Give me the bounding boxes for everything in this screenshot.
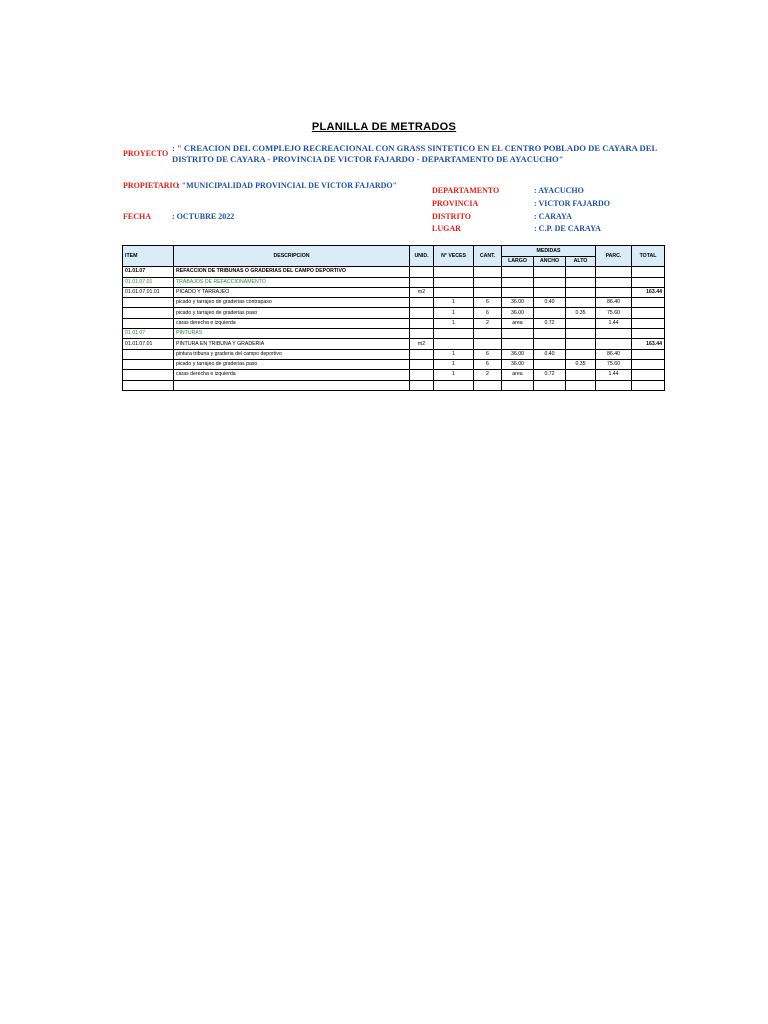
cell-veces [434, 267, 474, 277]
col-veces: N° VECES [434, 246, 474, 267]
cell-unid [410, 359, 434, 369]
table-row [123, 349, 665, 359]
cell-total [632, 277, 665, 287]
cell-veces [434, 380, 474, 390]
col-cant: CANT. [474, 246, 502, 267]
cell-total [632, 308, 665, 318]
cell-total [632, 380, 665, 390]
cell-parc [596, 277, 632, 287]
distrito-value: : CARAYA [534, 212, 572, 221]
cell-desc [174, 380, 410, 390]
cell-largo: 36.00 [502, 298, 534, 308]
cell-largo [502, 339, 534, 349]
cell-unid: m2 [410, 287, 434, 297]
cell-veces [434, 277, 474, 287]
cell-cant [474, 267, 502, 277]
cell-unid [410, 277, 434, 287]
cell-alto [566, 349, 596, 359]
cell-desc: PINTURAS [174, 329, 410, 339]
cell-item [123, 380, 174, 390]
cell-ancho: 0.40 [534, 349, 566, 359]
cell-desc: TRABAJOS DE REFACCIONAMENTO [174, 277, 410, 287]
cell-parc: 75.60 [596, 308, 632, 318]
cell-desc: pintura tribuna y graderia del campo deportivo [174, 349, 410, 359]
cell-largo: area [502, 370, 534, 380]
cell-parc: 86.40 [596, 298, 632, 308]
col-parc: PARC. [596, 246, 632, 267]
table-row [123, 359, 665, 369]
cell-item: 01.01.07.01 [123, 277, 174, 287]
cell-total [632, 267, 665, 277]
cell-item: 01.01.07.01 [123, 339, 174, 349]
cell-veces: 1 [434, 298, 474, 308]
cell-item [123, 298, 174, 308]
cell-veces: 1 [434, 349, 474, 359]
table-row [123, 308, 665, 318]
col-unid: UNID. [410, 246, 434, 267]
cell-parc [596, 329, 632, 339]
cell-ancho [534, 339, 566, 349]
cell-ancho [534, 308, 566, 318]
cell-desc: caras derecha e izquierda [174, 370, 410, 380]
cell-unid [410, 370, 434, 380]
cell-largo [502, 380, 534, 390]
cell-cant: 2 [474, 318, 502, 328]
cell-total [632, 370, 665, 380]
cell-item: 01.01.07.01.01 [123, 287, 174, 297]
cell-parc [596, 287, 632, 297]
cell-veces: 1 [434, 318, 474, 328]
table-row [123, 318, 665, 328]
cell-desc: caras derecha e izquierda [174, 318, 410, 328]
cell-desc: REFACCION DE TRIBUNAS O GRADERIAS DEL CAMPO DEPORTIVO [174, 267, 410, 277]
cell-unid [410, 380, 434, 390]
cell-veces [434, 339, 474, 349]
cell-veces: 1 [434, 308, 474, 318]
cell-desc: picado y tarrajeo de graderias contrapaso [174, 298, 410, 308]
propietario-value: : "MUNICIPALIDAD PROVINCIAL DE VICTOR FAJARDO" [177, 181, 398, 190]
cell-ancho [534, 277, 566, 287]
cell-largo [502, 267, 534, 277]
lugar-value: : C.P. DE CARAYA [534, 224, 601, 233]
cell-unid [410, 267, 434, 277]
cell-total: 163.44 [632, 339, 665, 349]
cell-desc: PICADO Y TARRAJEO [174, 287, 410, 297]
cell-parc: 75.60 [596, 359, 632, 369]
col-alto: ALTO [566, 257, 596, 267]
cell-unid [410, 329, 434, 339]
cell-alto: 0.35 [566, 308, 596, 318]
cell-parc [596, 267, 632, 277]
cell-ancho [534, 287, 566, 297]
cell-largo [502, 287, 534, 297]
cell-unid: m2 [410, 339, 434, 349]
cell-item [123, 359, 174, 369]
cell-parc: 1.44 [596, 370, 632, 380]
proyecto-label: PROYECTO [123, 149, 169, 158]
cell-item: 01.01.07 [123, 329, 174, 339]
cell-total [632, 359, 665, 369]
lugar-label: LUGAR [432, 224, 461, 233]
cell-ancho [534, 329, 566, 339]
table-row [123, 267, 665, 277]
table-row [123, 277, 665, 287]
col-descripcion: DESCRIPCION [174, 246, 410, 267]
cell-total [632, 329, 665, 339]
cell-cant [474, 329, 502, 339]
cell-total: 163.44 [632, 287, 665, 297]
cell-largo: 36.00 [502, 349, 534, 359]
cell-unid [410, 308, 434, 318]
cell-veces [434, 329, 474, 339]
cell-alto [566, 298, 596, 308]
fecha-value: : OCTUBRE 2022 [172, 212, 235, 221]
cell-alto [566, 339, 596, 349]
cell-desc: picado y tarrajeo de graderias paso [174, 308, 410, 318]
cell-item [123, 349, 174, 359]
metrados-table [122, 245, 665, 391]
cell-veces [434, 287, 474, 297]
cell-item [123, 308, 174, 318]
table-row [123, 370, 665, 380]
cell-alto: 0.35 [566, 359, 596, 369]
page-title: PLANILLA DE METRADOS [311, 121, 457, 133]
cell-ancho [534, 359, 566, 369]
propietario-label: PROPIETARIO [123, 181, 179, 190]
departamento-value: : AYACUCHO [534, 186, 584, 195]
cell-parc [596, 380, 632, 390]
cell-cant [474, 339, 502, 349]
cell-item: 01.01.07 [123, 267, 174, 277]
departamento-label: DEPARTAMENTO [432, 186, 500, 195]
cell-parc [596, 339, 632, 349]
cell-alto [566, 329, 596, 339]
cell-total [632, 318, 665, 328]
cell-cant: 6 [474, 308, 502, 318]
cell-alto [566, 380, 596, 390]
cell-alto [566, 318, 596, 328]
cell-largo [502, 277, 534, 287]
table-row [123, 339, 665, 349]
cell-ancho: 0.72 [534, 370, 566, 380]
cell-largo: 36.00 [502, 308, 534, 318]
table-row [123, 287, 665, 297]
cell-total [632, 298, 665, 308]
cell-desc: picado y tarrajeo de graderias paso [174, 359, 410, 369]
cell-cant [474, 277, 502, 287]
cell-alto [566, 277, 596, 287]
table-row [123, 329, 665, 339]
cell-total [632, 349, 665, 359]
cell-cant: 6 [474, 359, 502, 369]
cell-item [123, 318, 174, 328]
cell-ancho: 0.72 [534, 318, 566, 328]
col-item: ITEM [123, 246, 174, 267]
cell-parc: 86.40 [596, 349, 632, 359]
table-row [123, 298, 665, 308]
cell-ancho: 0.40 [534, 298, 566, 308]
provincia-label: PROVINCIA [432, 199, 479, 208]
table-row [123, 380, 665, 390]
cell-ancho [534, 380, 566, 390]
cell-item [123, 370, 174, 380]
proyecto-value: : " CREACION DEL COMPLEJO RECREACIONAL CON GRASS SINTETICO EN EL CENTRO POBLADO DE CAYARA DEL DISTRITO DE CAYARA - PROVINCIA DE VICTOR FAJARDO - DEPARTAMENTO DE AYACUCHO" [172, 143, 657, 164]
cell-cant [474, 380, 502, 390]
col-total: TOTAL [632, 246, 665, 267]
cell-veces: 1 [434, 370, 474, 380]
cell-ancho [534, 267, 566, 277]
cell-unid [410, 349, 434, 359]
cell-veces: 1 [434, 359, 474, 369]
col-ancho: ANCHO [534, 257, 566, 267]
cell-cant [474, 287, 502, 297]
cell-largo: 36.00 [502, 359, 534, 369]
col-largo: LARGO [502, 257, 534, 267]
cell-alto [566, 370, 596, 380]
cell-unid [410, 298, 434, 308]
cell-cant: 2 [474, 370, 502, 380]
cell-parc: 1.44 [596, 318, 632, 328]
cell-cant: 6 [474, 349, 502, 359]
cell-largo: area [502, 318, 534, 328]
cell-cant: 6 [474, 298, 502, 308]
cell-alto [566, 287, 596, 297]
col-medidas: MEDIDAS [502, 246, 596, 257]
fecha-label: FECHA [123, 212, 151, 221]
cell-desc: PINTURA EN TRIBUNA Y GRADERIA [174, 339, 410, 349]
distrito-label: DISTRITO [432, 212, 471, 221]
provincia-value: : VICTOR FAJARDO [534, 199, 611, 208]
cell-largo [502, 329, 534, 339]
cell-alto [566, 267, 596, 277]
cell-unid [410, 318, 434, 328]
